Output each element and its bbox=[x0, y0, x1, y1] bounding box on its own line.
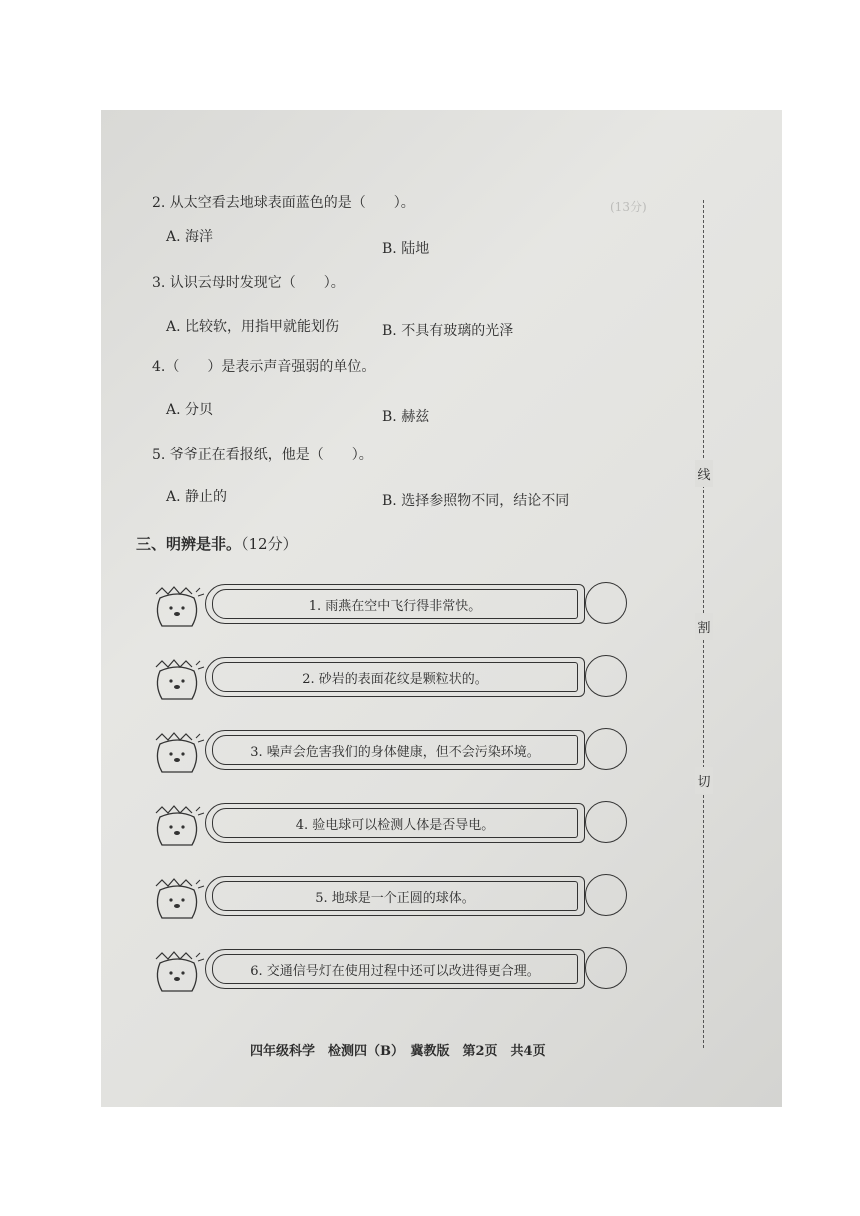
statement-text: 3. 噪声会危害我们的身体健康，但不会污染环境。 bbox=[212, 735, 578, 765]
answer-circle[interactable] bbox=[585, 728, 627, 770]
answer-circle[interactable] bbox=[585, 801, 627, 843]
statement-text: 2. 砂岩的表面花纹是颗粒状的。 bbox=[212, 662, 578, 692]
cut-line-label-xian: 线 bbox=[695, 460, 713, 487]
true-false-row bbox=[150, 801, 630, 851]
true-false-row bbox=[150, 655, 630, 705]
section-3-title bbox=[136, 533, 298, 554]
mascot-icon bbox=[150, 584, 208, 630]
answer-circle[interactable] bbox=[585, 582, 627, 624]
true-false-row bbox=[150, 874, 630, 924]
question-3-option-a: A. 比较软，用指甲就能划伤 bbox=[166, 319, 340, 335]
statement-frame bbox=[205, 876, 585, 916]
cut-line-label-qie: 切 bbox=[695, 767, 713, 794]
answer-circle[interactable] bbox=[585, 874, 627, 916]
mascot-icon bbox=[150, 730, 208, 776]
mascot-icon bbox=[150, 949, 208, 995]
question-3: 3. 认识云母时发现它（ ）。 bbox=[152, 275, 345, 291]
question-2-option-a: A. 海洋 bbox=[166, 229, 214, 245]
statement-frame bbox=[205, 949, 585, 989]
true-false-row bbox=[150, 728, 630, 778]
question-2: 2. 从太空看去地球表面蓝色的是（ ）。 bbox=[152, 195, 415, 211]
statement-text: 6. 交通信号灯在使用过程中还可以改进得更合理。 bbox=[212, 954, 578, 984]
mascot-icon bbox=[150, 657, 208, 703]
statement-frame bbox=[205, 584, 585, 624]
question-5: 5. 爷爷正在看报纸，他是（ ）。 bbox=[152, 447, 373, 463]
statement-text: 4. 验电球可以检测人体是否导电。 bbox=[212, 808, 578, 838]
mascot-icon bbox=[150, 803, 208, 849]
question-4-option-a: A. 分贝 bbox=[166, 402, 214, 418]
answer-circle[interactable] bbox=[585, 655, 627, 697]
bleed-through-text: (13分) bbox=[610, 200, 647, 214]
question-2-option-b: B. 陆地 bbox=[382, 241, 430, 257]
section-3-heading: 三、明辨是非。 bbox=[136, 535, 242, 553]
statement-text: 1. 雨燕在空中飞行得非常快。 bbox=[212, 589, 578, 619]
question-4: 4.（ ）是表示声音强弱的单位。 bbox=[152, 359, 376, 375]
true-false-row bbox=[150, 582, 630, 632]
mascot-icon bbox=[150, 876, 208, 922]
question-5-option-b: B. 选择参照物不同，结论不同 bbox=[382, 493, 570, 509]
answer-circle[interactable] bbox=[585, 947, 627, 989]
section-3-score: （12分） bbox=[241, 535, 298, 553]
question-4-option-b: B. 赫兹 bbox=[382, 409, 430, 425]
statement-frame bbox=[205, 657, 585, 697]
true-false-row bbox=[150, 947, 630, 997]
question-3-option-b: B. 不具有玻璃的光泽 bbox=[382, 323, 514, 339]
statement-text: 5. 地球是一个正圆的球体。 bbox=[212, 881, 578, 911]
statement-frame bbox=[205, 803, 585, 843]
question-5-option-a: A. 静止的 bbox=[166, 489, 228, 505]
page-footer: 四年级科学 检测四（B） 冀教版 第2页 共4页 bbox=[250, 1044, 546, 1059]
cut-line-label-ge: 割 bbox=[695, 613, 713, 640]
statement-frame bbox=[205, 730, 585, 770]
